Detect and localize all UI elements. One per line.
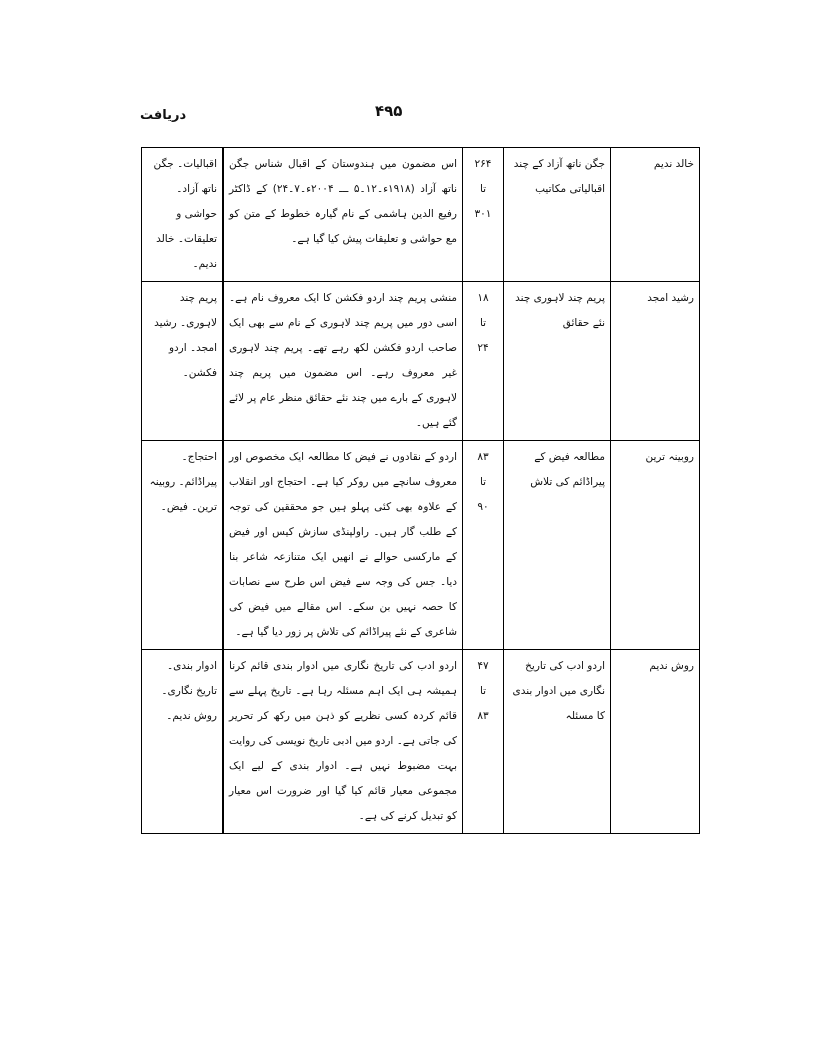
running-head: دریافت [140, 108, 187, 123]
page-number: ۴۹۵ [375, 102, 403, 120]
author-cell: خالد ندیم [611, 148, 700, 282]
keywords-cell: احتجاج۔ پیراڈائم۔ روبینہ ترین۔ فیض۔ [142, 441, 224, 650]
page-start: ۸۳ [477, 451, 489, 463]
page-separator: تا [479, 317, 487, 329]
keywords-cell: پریم چند لاہوری۔ رشید امجد۔ اردو فکشن۔ [142, 282, 224, 441]
page-end: ۹۰ [477, 501, 489, 513]
summary-cell: اردو کے نقادوں نے فیض کا مطالعہ ایک مخصوص اور معروف سانچے میں روکر کیا ہے۔ احتجاج اور انقلاب کے علاوہ بھی کئی پہلو ہیں جو محققین کی توجہ کے طلب گار ہیں۔ راولپنڈی سازش کیس اور فیض کے مارکسی حوالے نے انھیں ایک متنازعہ شاعر بنا دیا۔ جس کی وجہ سے فیض اس طرح سے نصابات کا حصہ نہیں بن سکے۔ اس مقالے میں فیض کی شاعری کے نئے پیراڈائم کی تلاش پر زور دیا گیا ہے۔ [223, 441, 463, 650]
summary-cell: منشی پریم چند اردو فکشن کا ایک معروف نام ہے۔ اسی دور میں پریم چند لاہوری کے نام سے بھی ایک صاحب اردو فکشن لکھ رہے تھے۔ پریم چند لاہوری غیر معروف رہے۔ اس مضمون میں پریم چند لاہوری کے بارے میں چند نئے حقائق منظر عام پر لائے گئے ہیں۔ [223, 282, 463, 441]
page-start: ۲۶۴ [474, 158, 492, 170]
page-start: ۱۸ [477, 292, 489, 304]
keywords-cell: ادوار بندی۔ تاریخ نگاری۔ روش ندیم۔ [142, 650, 224, 834]
title-cell: اردو ادب کی تاریخ نگاری میں ادوار بندی کا مسئلہ [504, 650, 611, 834]
table-row [142, 282, 700, 441]
page-end: ۸۳ [477, 710, 489, 722]
title-cell: جگن ناتھ آزاد کے چند اقبالیاتی مکاتیب [504, 148, 611, 282]
page-end: ۳۰۱ [474, 208, 492, 220]
pages-cell [463, 650, 504, 834]
author-cell: روبینہ ترین [611, 441, 700, 650]
page-separator: تا [479, 685, 487, 697]
title-cell: پریم چند لاہوری چند نئے حقائق [504, 282, 611, 441]
pages-cell [463, 282, 504, 441]
page-separator: تا [479, 183, 487, 195]
table-row [142, 441, 700, 650]
keywords-cell: اقبالیات۔ جگن ناتھ آزاد۔ حواشی و تعلیقات۔ خالد ندیم۔ [142, 148, 224, 282]
summary-cell: اردو ادب کی تاریخ نگاری میں ادوار بندی قائم کرنا ہمیشہ ہی ایک اہم مسئلہ رہا ہے۔ تاریخ پہلے سے قائم کردہ کسی نظریے کو ذہن میں رکھ کر تحریر کی جاتی ہے۔ اردو میں ادبی تاریخ نویسی کی روایت بہت مضبوط نہیں ہے۔ ادوار بندی کے لیے ایک مجموعی معیار قائم کیا گیا اور ضرورت اس معیار کو تبدیل کرنے کی ہے۔ [223, 650, 463, 834]
index-table [141, 147, 700, 834]
title-cell: مطالعہ فیض کے پیراڈائم کی تلاش [504, 441, 611, 650]
page-header [140, 100, 680, 130]
table-row [142, 148, 700, 282]
page-separator: تا [479, 476, 487, 488]
summary-cell: اس مضمون میں ہندوستان کے اقبال شناس جگن ناتھ آزاد (۱۹۱۸ء۔۱۲۔۵ ـــ ۲۰۰۴ء۔۷۔۲۴) کے ڈاکٹر رفیع الدین ہاشمی کے نام گیارہ خطوط کے متن کو مع حواشی و تعلیقات پیش کیا گیا ہے۔ [223, 148, 463, 282]
page-start: ۴۷ [477, 660, 489, 672]
pages-cell [463, 148, 504, 282]
author-cell: رشید امجد [611, 282, 700, 441]
pages-cell [463, 441, 504, 650]
table-row [142, 650, 700, 834]
author-cell: روش ندیم [611, 650, 700, 834]
page-end: ۲۴ [477, 342, 489, 354]
